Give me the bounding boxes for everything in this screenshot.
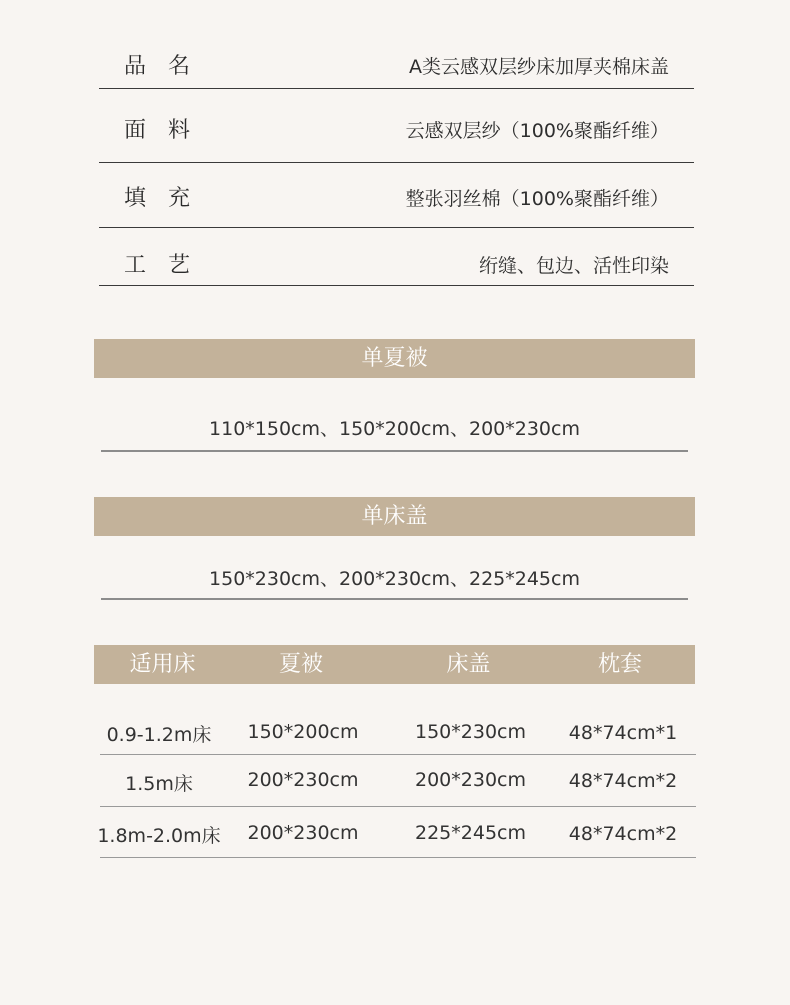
- cell-quilt: 200*230cm: [247, 822, 359, 844]
- header-pillowcase: 枕套: [597, 652, 642, 677]
- header-bedspread: 床盖: [446, 652, 491, 677]
- cell-bedspread: 225*245cm: [415, 822, 526, 844]
- cell-pillowcase: 48*74cm*2: [568, 823, 678, 845]
- cell-bedspread: 200*230cm: [415, 769, 526, 791]
- cell-quilt: 150*200cm: [247, 721, 359, 743]
- table-divider: [100, 857, 696, 858]
- cell-bed: 1.5m床: [125, 773, 193, 795]
- cell-bed: 1.8m-2.0m床: [97, 825, 221, 847]
- header-quilt: 夏被: [278, 652, 323, 677]
- table-divider: [100, 754, 696, 755]
- header-bed: 适用床: [129, 652, 196, 677]
- spec-value: 绗缝、包边、活性印染: [478, 255, 669, 277]
- cell-pillowcase: 48*74cm*2: [568, 770, 678, 792]
- spec-label: 填充: [124, 186, 213, 211]
- table-divider: [100, 806, 696, 807]
- quilt-sizes: 110*150cm、150*200cm、200*230cm: [209, 418, 580, 440]
- bedspread-sizes: 150*230cm、200*230cm、225*245cm: [209, 568, 580, 590]
- spec-row-filling: [99, 163, 694, 228]
- spec-label: 工艺: [124, 253, 213, 278]
- divider: [101, 450, 688, 452]
- divider: [101, 598, 688, 600]
- spec-value: A类云感双层纱床加厚夹棉床盖: [409, 56, 669, 78]
- quilt-title-band: 单夏被: [94, 339, 695, 378]
- cell-bed: 0.9-1.2m床: [106, 724, 212, 746]
- spec-value: 整张羽丝棉（100%聚酯纤维）: [405, 188, 669, 210]
- cell-quilt: 200*230cm: [247, 769, 359, 791]
- spec-label: 面料: [124, 118, 213, 143]
- cell-pillowcase: 48*74cm*1: [568, 722, 678, 744]
- size-table-header: [94, 645, 695, 684]
- spec-value: 云感双层纱（100%聚酯纤维）: [405, 120, 669, 142]
- bedspread-title-band: 单床盖: [94, 497, 695, 536]
- spec-label: 品名: [124, 54, 213, 79]
- spec-row-name: [99, 38, 694, 89]
- spec-row-fabric: [99, 89, 694, 163]
- spec-row-craft: [99, 228, 694, 286]
- cell-bedspread: 150*230cm: [415, 721, 526, 743]
